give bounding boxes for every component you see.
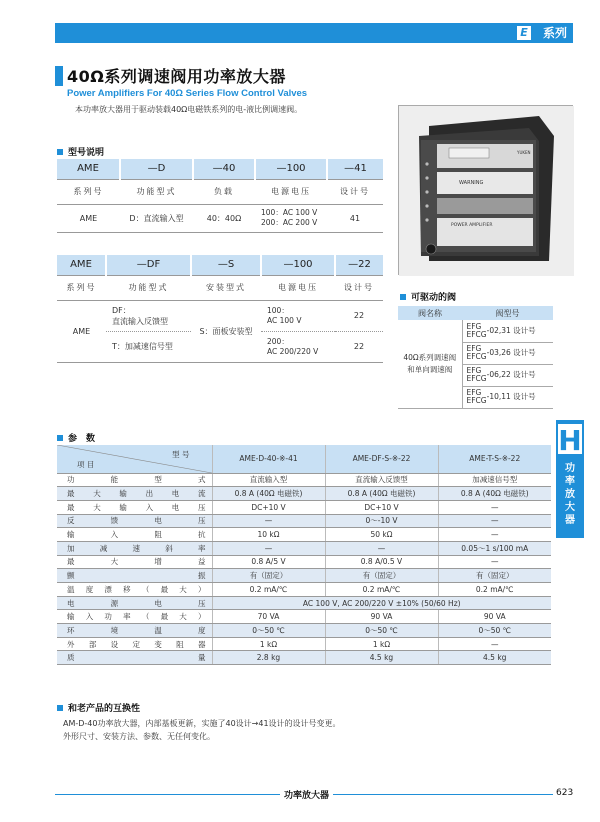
function-desc: 直流输入反馈型 [112,316,168,326]
valve-model-b: EFCG [466,374,487,383]
square-bullet-icon [400,294,406,300]
param-row [57,637,551,651]
square-bullet-icon [57,705,63,711]
valve-model-cell [462,364,553,386]
series-label: 系列 [542,26,567,40]
section-letter: H [556,422,584,456]
valve-design: -06,22 设计号 [486,370,536,379]
param-value: 加减速信号型 [438,473,551,487]
valve-model-a: EFG [466,321,482,331]
param-row [57,514,551,528]
valve-name-line: 40Ω系列调速阀 [403,352,457,362]
model-label-cell: 系列号 [57,179,120,204]
param-label: 外部设定变阻器 [57,637,212,651]
param-label: 温度漂移（最大） [57,583,212,597]
model-column-header: AME-D-40-※-41 [212,445,325,473]
param-value: 0.8 A (40Ω 电磁铁) [325,487,438,501]
param-label: 环境温度 [57,624,212,638]
amplifier-label: POWER AMPLIFIER [451,223,493,228]
param-value: DC+10 V [325,500,438,514]
tab-char: 率 [565,476,575,487]
param-value: — [212,514,325,528]
param-row [57,528,551,542]
design-number: 22 [335,300,383,331]
valve-model-cell [462,386,553,408]
warning-label: WARNING [459,180,484,186]
param-value: 有（固定） [325,569,438,583]
param-label: 反馈电压 [57,514,212,528]
corner-item-label: 项 目 [77,459,95,469]
param-row [57,555,551,569]
valve-design: -03,26 设计号 [486,348,536,357]
param-value: DC+10 V [212,500,325,514]
tab-char: 放 [565,489,575,500]
param-value: 有（固定） [212,569,325,583]
valve-model-b: EFCG [466,352,487,361]
param-value: 0～-10 V [325,514,438,528]
param-value: 1 kΩ [325,637,438,651]
model-value-cell: D：直流输入型 [120,204,193,232]
model-label-cell: 电源电压 [255,179,327,204]
amplifier-image [399,106,574,276]
param-value: 0.8 A (40Ω 电磁铁) [438,487,551,501]
brand-label: YUKEN [517,150,531,155]
param-value: — [212,541,325,555]
param-value: 90 VA [325,610,438,624]
param-value: 10 kΩ [212,528,325,542]
valve-model-a: EFG [466,344,482,353]
model-value-cell: 41 [327,204,383,232]
compat-line: AM-D-40功率放大器，内部基板更新，实施了40设计→41设计的设计号变更。 [63,719,341,728]
param-label: 功能型式 [57,473,212,487]
footer-title: 功率放大器 [280,788,333,801]
param-row [57,541,551,555]
param-label: 电源电压 [57,596,212,610]
valve-model-cell [462,342,553,364]
function-code: DF： [112,305,131,315]
brand-logo-icon: E [517,26,531,40]
model-value-cell [255,204,327,232]
compat-section-heading: 和老产品的互换性 [57,701,140,714]
param-label: 输入功率（最大） [57,610,212,624]
model-column-header: AME-DF-S-※-22 [325,445,438,473]
param-value: 4.5 kg [438,651,551,665]
valve-name-cell [398,320,462,408]
valves-section-heading: 可驱动的阀 [400,290,456,303]
model-table-2 [57,255,383,363]
param-row [57,610,551,624]
param-value: 50 kΩ [325,528,438,542]
model-value-cell: 40：40Ω [193,204,255,232]
series-header-bar [55,23,573,43]
param-value: 有（固定） [438,569,551,583]
model-label-cell: 功能型式 [120,179,193,204]
param-label: 颤振 [57,569,212,583]
model-code-cell: —100 [255,159,327,179]
voltage-code: 200： [267,336,289,346]
compat-text [63,717,341,743]
params-table [57,445,551,665]
param-value: 0～50 ℃ [325,624,438,638]
tab-char: 器 [565,515,575,526]
param-value: 0～50 ℃ [438,624,551,638]
param-value: 0.2 mA/℃ [438,583,551,597]
tab-char: 功 [565,463,575,474]
param-label: 输入阻抗 [57,528,212,542]
valve-model-b: EFCG [466,396,487,405]
param-value: 直流输入型 [212,473,325,487]
function-option-df [106,300,191,331]
valve-model-a: EFG [466,366,482,375]
param-value: 0.05～1 s/100 mA [438,541,551,555]
model-value-cell: AME [57,300,106,362]
param-row [57,569,551,583]
valve-model-b: EFCG [466,329,487,339]
model-label-cell: 功能型式 [106,275,191,300]
section-tab-label [556,462,584,527]
model-column-header: AME-T-S-※-22 [438,445,551,473]
design-number: 22 [335,331,383,362]
param-row [57,596,551,610]
valve-design: -10,11 设计号 [486,392,536,401]
model-section-heading: 型号说明 [57,145,104,158]
param-value: — [438,637,551,651]
model-value-cell: AME [57,204,120,232]
column-header: 阀型号 [462,306,553,320]
mount-option: S：面板安装型 [191,300,261,362]
param-label: 加减速斜率 [57,541,212,555]
param-value: 90 VA [438,610,551,624]
param-value: 2.8 kg [212,651,325,665]
param-label: 质量 [57,651,212,665]
section-tab-h[interactable] [556,420,584,538]
param-value: 直流输入反馈型 [325,473,438,487]
params-section-heading: 参 数 [57,431,95,444]
voltage-option-200 [261,331,335,362]
param-value: 0.8 A (40Ω 电磁铁) [212,487,325,501]
tab-char: 大 [565,502,575,513]
valve-design: -02,31 设计号 [486,325,536,335]
model-label-cell: 设计号 [327,179,383,204]
model-code-cell: —S [191,255,261,275]
valve-model-a: EFG [466,388,482,397]
model-code-cell: —DF [106,255,191,275]
function-option-t: T：加减速信号型 [106,331,191,362]
voltage-option-100 [261,300,335,331]
model-code-cell: —40 [193,159,255,179]
model-code-cell: —D [120,159,193,179]
param-label: 最大输出电流 [57,487,212,501]
valves-table [398,306,553,409]
param-label: 最大增益 [57,555,212,569]
model-code-cell: AME [57,159,120,179]
param-label: 最大输入电压 [57,500,212,514]
param-value: 0.2 mA/℃ [325,583,438,597]
param-value: 70 VA [212,610,325,624]
param-value: — [438,500,551,514]
voltage-option-200: 200：AC 200 V [261,218,318,227]
param-value: 0.8 A/5 V [212,555,325,569]
model-table-1 [57,159,383,233]
voltage-desc: AC 100 V [267,315,302,325]
model-code-cell: —41 [327,159,383,179]
page-title: 40Ω系列调速阀用功率放大器 [67,67,286,86]
intro-text: 本功率放大器用于驱动装载40Ω电磁铁系列的电-液比例调速阀。 [75,105,303,114]
model-label-cell: 系列号 [57,275,106,300]
params-corner-cell [57,445,212,473]
param-value: 0.2 mA/℃ [212,583,325,597]
column-header: 阀名称 [398,306,462,320]
param-value: — [438,514,551,528]
voltage-code: 100： [267,305,289,315]
compat-line: 外形尺寸、安装方法、参数、无任何变化。 [63,732,215,741]
model-label-cell: 电源电压 [261,275,335,300]
param-value: — [325,541,438,555]
page-subtitle-en: Power Amplifiers For 40Ω Series Flow Control Valves [67,88,308,99]
param-row [57,500,551,514]
param-value: AC 100 V, AC 200/220 V ±10% (50/60 Hz) [212,596,551,610]
model-code-cell: —22 [335,255,383,275]
square-bullet-icon [57,435,63,441]
param-value: 4.5 kg [325,651,438,665]
param-value: 1 kΩ [212,637,325,651]
param-row [57,651,551,665]
corner-model-label: 型 号 [172,450,190,459]
voltage-desc: AC 200/220 V [267,346,319,356]
title-marker [55,66,63,86]
param-value: — [438,528,551,542]
param-row [57,487,551,501]
valve-model-cell [462,320,553,342]
model-label-cell: 安装型式 [191,275,261,300]
param-value: — [438,555,551,569]
voltage-option-100: 100：AC 100 V [261,208,318,217]
param-row [57,583,551,597]
model-code-cell: —100 [261,255,335,275]
page-number: 623 [553,788,573,798]
product-photo [398,105,573,275]
param-row [57,473,551,487]
param-row [57,624,551,638]
valve-name-line: 和单向调速阀 [407,364,453,374]
model-label-cell: 负载 [193,179,255,204]
param-value: 0～50 ℃ [212,624,325,638]
square-bullet-icon [57,149,63,155]
model-label-cell: 设计号 [335,275,383,300]
param-value: 0.8 A/0.5 V [325,555,438,569]
model-code-cell: AME [57,255,106,275]
